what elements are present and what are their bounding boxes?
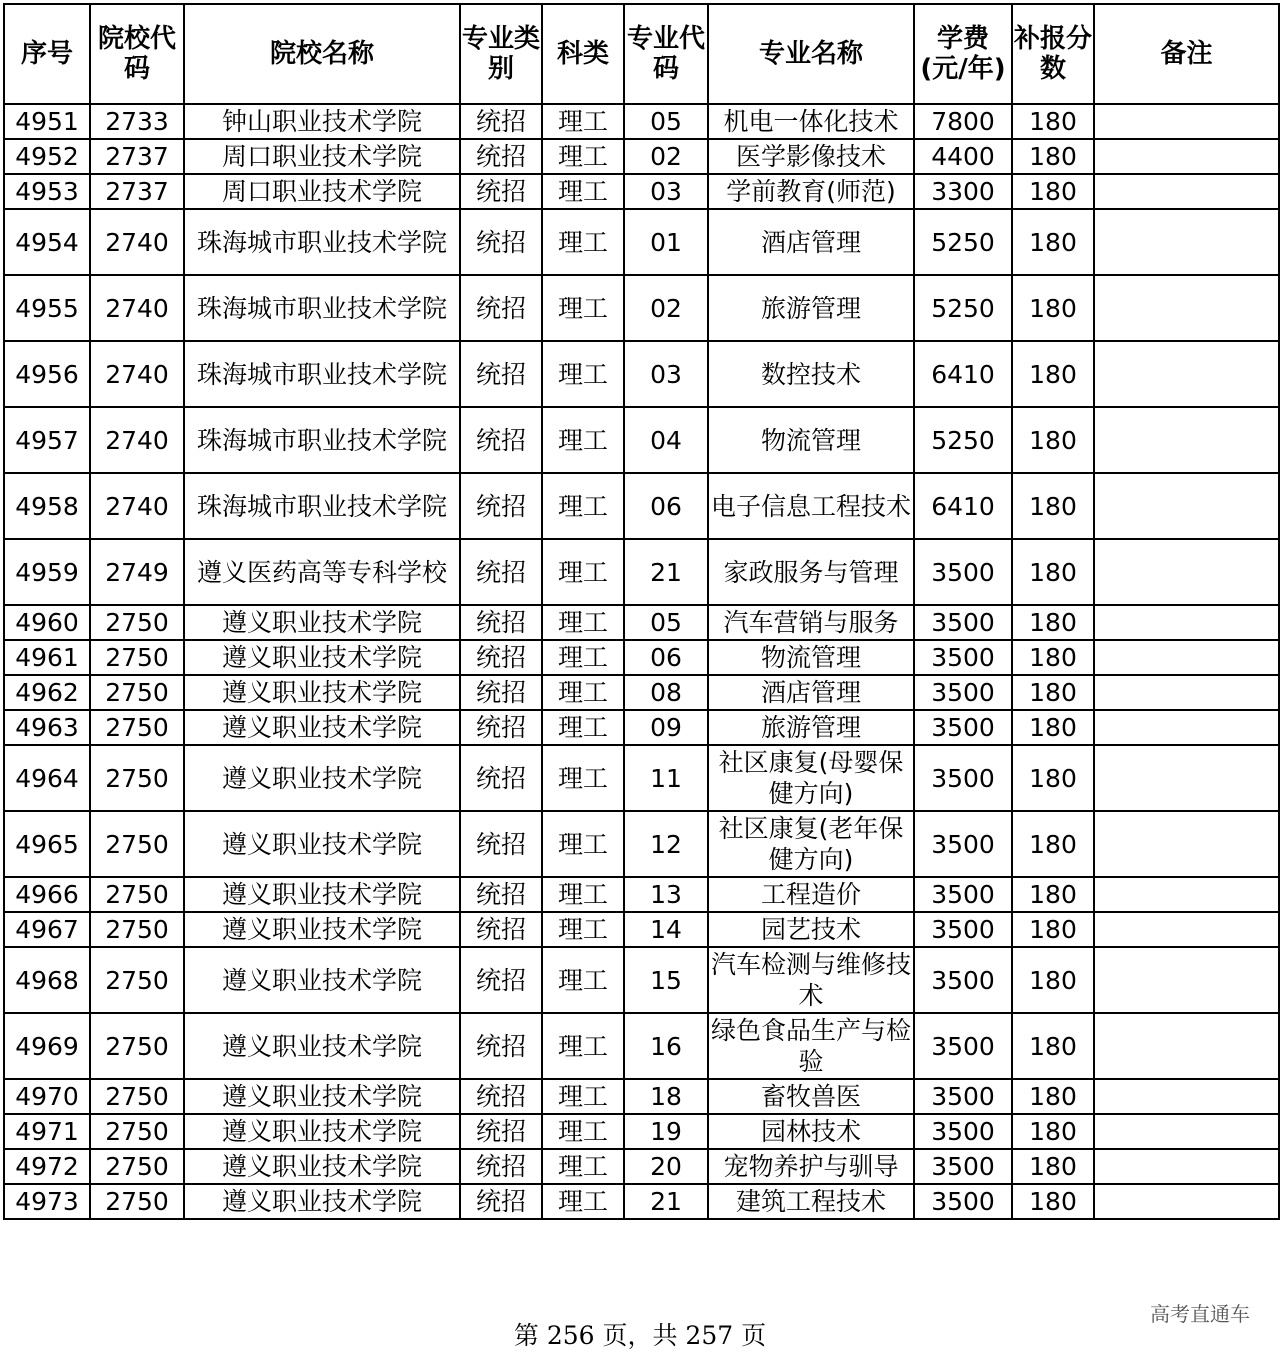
table-cell: 3500 [914, 912, 1012, 947]
table-cell: 理工 [542, 1184, 624, 1219]
table-cell: 2750 [90, 710, 184, 745]
table-cell: 遵义职业技术学院 [184, 605, 460, 640]
table-cell: 19 [624, 1114, 708, 1149]
watermark: 高考直通车 [1150, 1302, 1250, 1326]
table-cell: 2750 [90, 1114, 184, 1149]
table-cell: 2733 [90, 104, 184, 139]
table-cell [1094, 912, 1279, 947]
table-cell: 4954 [4, 209, 90, 275]
table-row [4, 811, 1279, 877]
table-cell: 理工 [542, 209, 624, 275]
table-cell: 5250 [914, 209, 1012, 275]
table-cell: 理工 [542, 1013, 624, 1079]
table-cell [1094, 174, 1279, 209]
table-cell: 园林技术 [708, 1114, 914, 1149]
table-cell: 04 [624, 407, 708, 473]
table-cell [1094, 947, 1279, 1013]
table-cell: 珠海城市职业技术学院 [184, 209, 460, 275]
table-cell: 01 [624, 209, 708, 275]
table-cell [1094, 139, 1279, 174]
table-cell: 统招 [460, 605, 542, 640]
table-cell: 2740 [90, 341, 184, 407]
table-cell: 遵义职业技术学院 [184, 675, 460, 710]
table-cell: 统招 [460, 811, 542, 877]
header-cell: 专业类别 [460, 4, 542, 104]
table-cell: 2750 [90, 1013, 184, 1079]
table-cell [1094, 104, 1279, 139]
table-cell [1094, 407, 1279, 473]
table-cell: 理工 [542, 811, 624, 877]
table-cell: 180 [1012, 912, 1094, 947]
table-cell: 理工 [542, 605, 624, 640]
table-cell: 5250 [914, 407, 1012, 473]
table-cell: 遵义职业技术学院 [184, 640, 460, 675]
table-cell: 180 [1012, 341, 1094, 407]
table-cell: 4957 [4, 407, 90, 473]
table-cell: 遵义医药高等专科学校 [184, 539, 460, 605]
table-cell: 4400 [914, 139, 1012, 174]
table-cell: 2750 [90, 877, 184, 912]
table-cell: 6410 [914, 341, 1012, 407]
header-cell: 院校代码 [90, 4, 184, 104]
table-cell: 理工 [542, 947, 624, 1013]
table-cell: 统招 [460, 341, 542, 407]
table-cell: 2737 [90, 139, 184, 174]
table-row [4, 209, 1279, 275]
table-cell: 2750 [90, 675, 184, 710]
table-cell: 统招 [460, 539, 542, 605]
table-cell: 酒店管理 [708, 209, 914, 275]
table-cell: 社区康复(老年保健方向) [708, 811, 914, 877]
table-cell: 机电一体化技术 [708, 104, 914, 139]
table-cell: 统招 [460, 675, 542, 710]
header-cell: 序号 [4, 4, 90, 104]
table-cell: 统招 [460, 710, 542, 745]
table-cell [1094, 275, 1279, 341]
table-cell: 医学影像技术 [708, 139, 914, 174]
table-cell [1094, 209, 1279, 275]
table-cell: 遵义职业技术学院 [184, 912, 460, 947]
table-cell: 理工 [542, 640, 624, 675]
table-cell: 旅游管理 [708, 275, 914, 341]
table-cell: 旅游管理 [708, 710, 914, 745]
table-cell: 珠海城市职业技术学院 [184, 341, 460, 407]
table-cell: 13 [624, 877, 708, 912]
table-cell: 3500 [914, 605, 1012, 640]
table-cell: 2750 [90, 640, 184, 675]
table-cell: 酒店管理 [708, 675, 914, 710]
table-cell: 学前教育(师范) [708, 174, 914, 209]
table-cell: 3500 [914, 640, 1012, 675]
table-cell [1094, 1114, 1279, 1149]
table-cell: 3500 [914, 1114, 1012, 1149]
table-cell: 14 [624, 912, 708, 947]
table-cell: 遵义职业技术学院 [184, 710, 460, 745]
table-cell [1094, 877, 1279, 912]
table-cell [1094, 1149, 1279, 1184]
table-cell: 180 [1012, 1149, 1094, 1184]
table-cell: 2740 [90, 473, 184, 539]
table-cell: 统招 [460, 912, 542, 947]
table-cell: 建筑工程技术 [708, 1184, 914, 1219]
table-cell: 4964 [4, 745, 90, 811]
table-cell [1094, 1184, 1279, 1219]
table-cell: 12 [624, 811, 708, 877]
table-row [4, 1114, 1279, 1149]
table-row [4, 1079, 1279, 1114]
table-cell: 遵义职业技术学院 [184, 1149, 460, 1184]
table-cell: 珠海城市职业技术学院 [184, 407, 460, 473]
table-cell: 统招 [460, 209, 542, 275]
table-cell: 2750 [90, 1149, 184, 1184]
table-cell: 遵义职业技术学院 [184, 877, 460, 912]
table-cell: 4951 [4, 104, 90, 139]
table-cell: 2750 [90, 1079, 184, 1114]
table-row [4, 407, 1279, 473]
table-cell: 家政服务与管理 [708, 539, 914, 605]
table-cell: 3500 [914, 539, 1012, 605]
table-cell: 180 [1012, 473, 1094, 539]
table-cell: 180 [1012, 1013, 1094, 1079]
table-row [4, 174, 1279, 209]
table-cell: 4956 [4, 341, 90, 407]
header-cell: 补报分数 [1012, 4, 1094, 104]
table-cell: 统招 [460, 1013, 542, 1079]
table-cell: 理工 [542, 473, 624, 539]
table-cell [1094, 710, 1279, 745]
table-cell: 2749 [90, 539, 184, 605]
table-cell: 4962 [4, 675, 90, 710]
table-cell: 4971 [4, 1114, 90, 1149]
table-cell: 06 [624, 640, 708, 675]
table-cell: 180 [1012, 1114, 1094, 1149]
table-cell [1094, 745, 1279, 811]
table-cell: 3300 [914, 174, 1012, 209]
table-cell: 2750 [90, 811, 184, 877]
header-cell: 专业代码 [624, 4, 708, 104]
table-cell: 理工 [542, 407, 624, 473]
table-cell: 180 [1012, 947, 1094, 1013]
table-cell: 遵义职业技术学院 [184, 947, 460, 1013]
table-cell: 4959 [4, 539, 90, 605]
table-cell: 21 [624, 539, 708, 605]
table-cell: 理工 [542, 104, 624, 139]
table-row [4, 710, 1279, 745]
table-cell: 理工 [542, 877, 624, 912]
table-cell: 理工 [542, 539, 624, 605]
table-cell: 汽车检测与维修技术 [708, 947, 914, 1013]
header-cell: 学费(元/年) [914, 4, 1012, 104]
table-cell: 4966 [4, 877, 90, 912]
table-cell: 统招 [460, 104, 542, 139]
table-cell: 180 [1012, 640, 1094, 675]
table-cell: 08 [624, 675, 708, 710]
table-cell: 180 [1012, 1079, 1094, 1114]
table-cell: 周口职业技术学院 [184, 139, 460, 174]
table-cell: 理工 [542, 745, 624, 811]
table-cell: 180 [1012, 1184, 1094, 1219]
table-cell: 统招 [460, 1114, 542, 1149]
table-cell: 统招 [460, 947, 542, 1013]
table-row [4, 605, 1279, 640]
table-cell: 统招 [460, 174, 542, 209]
table-cell: 汽车营销与服务 [708, 605, 914, 640]
table-cell: 理工 [542, 1149, 624, 1184]
table-cell: 02 [624, 139, 708, 174]
table-cell: 遵义职业技术学院 [184, 1114, 460, 1149]
table-cell: 180 [1012, 539, 1094, 605]
table-cell: 4953 [4, 174, 90, 209]
table-cell: 4952 [4, 139, 90, 174]
table-cell: 理工 [542, 1114, 624, 1149]
table-cell: 05 [624, 605, 708, 640]
table-cell: 2750 [90, 605, 184, 640]
table-cell: 理工 [542, 341, 624, 407]
table-cell: 06 [624, 473, 708, 539]
header-row [4, 4, 1279, 104]
table-cell: 6410 [914, 473, 1012, 539]
header-cell: 院校名称 [184, 4, 460, 104]
table-cell: 4963 [4, 710, 90, 745]
table-cell: 03 [624, 341, 708, 407]
table-cell: 3500 [914, 877, 1012, 912]
table-cell: 2750 [90, 1184, 184, 1219]
table-cell: 理工 [542, 710, 624, 745]
table-cell: 园艺技术 [708, 912, 914, 947]
table-cell: 4973 [4, 1184, 90, 1219]
table-cell: 180 [1012, 605, 1094, 640]
table-row [4, 640, 1279, 675]
table-cell: 统招 [460, 877, 542, 912]
table-cell: 21 [624, 1184, 708, 1219]
table-cell: 3500 [914, 947, 1012, 1013]
table-cell: 统招 [460, 745, 542, 811]
table-row [4, 539, 1279, 605]
table-cell: 遵义职业技术学院 [184, 745, 460, 811]
table-cell: 2740 [90, 407, 184, 473]
table-cell: 180 [1012, 174, 1094, 209]
table-row [4, 1184, 1279, 1219]
table-cell: 4968 [4, 947, 90, 1013]
table-cell: 4970 [4, 1079, 90, 1114]
table-cell [1094, 1079, 1279, 1114]
table-cell: 3500 [914, 710, 1012, 745]
table-cell: 3500 [914, 1079, 1012, 1114]
table-cell: 180 [1012, 104, 1094, 139]
table-cell: 2750 [90, 947, 184, 1013]
table-cell: 180 [1012, 877, 1094, 912]
table-cell: 理工 [542, 139, 624, 174]
table-cell: 理工 [542, 1079, 624, 1114]
table-cell: 4961 [4, 640, 90, 675]
table-cell: 20 [624, 1149, 708, 1184]
header-cell: 科类 [542, 4, 624, 104]
table-row [4, 947, 1279, 1013]
table-cell: 畜牧兽医 [708, 1079, 914, 1114]
table-cell: 2750 [90, 745, 184, 811]
table-cell: 钟山职业技术学院 [184, 104, 460, 139]
table-cell: 统招 [460, 473, 542, 539]
table-cell: 遵义职业技术学院 [184, 1079, 460, 1114]
table-row [4, 1149, 1279, 1184]
table-cell: 电子信息工程技术 [708, 473, 914, 539]
table-cell [1094, 539, 1279, 605]
table-cell: 4969 [4, 1013, 90, 1079]
table-row [4, 675, 1279, 710]
table-cell: 遵义职业技术学院 [184, 1184, 460, 1219]
table-cell [1094, 341, 1279, 407]
table-cell: 09 [624, 710, 708, 745]
table-cell: 统招 [460, 275, 542, 341]
table-cell: 物流管理 [708, 407, 914, 473]
table-cell: 统招 [460, 1184, 542, 1219]
table-cell: 2740 [90, 275, 184, 341]
table-cell: 3500 [914, 1184, 1012, 1219]
table-cell: 珠海城市职业技术学院 [184, 473, 460, 539]
table-row [4, 745, 1279, 811]
table-cell: 3500 [914, 811, 1012, 877]
table-cell: 4960 [4, 605, 90, 640]
table-cell [1094, 605, 1279, 640]
header-cell: 专业名称 [708, 4, 914, 104]
table-cell [1094, 811, 1279, 877]
table-cell: 3500 [914, 1013, 1012, 1079]
table-cell: 180 [1012, 675, 1094, 710]
table-cell: 4955 [4, 275, 90, 341]
table-cell: 理工 [542, 275, 624, 341]
table-cell: 理工 [542, 675, 624, 710]
table-cell: 遵义职业技术学院 [184, 811, 460, 877]
table-cell: 5250 [914, 275, 1012, 341]
table-row [4, 275, 1279, 341]
table-cell: 绿色食品生产与检验 [708, 1013, 914, 1079]
table-cell: 4967 [4, 912, 90, 947]
table-cell: 理工 [542, 912, 624, 947]
table-cell: 180 [1012, 811, 1094, 877]
table-cell: 统招 [460, 640, 542, 675]
table-cell: 180 [1012, 407, 1094, 473]
table-cell: 统招 [460, 139, 542, 174]
table-cell: 遵义职业技术学院 [184, 1013, 460, 1079]
table-row [4, 341, 1279, 407]
table-cell: 工程造价 [708, 877, 914, 912]
table-cell: 180 [1012, 275, 1094, 341]
table-row [4, 877, 1279, 912]
header-cell: 备注 [1094, 4, 1279, 104]
table-cell [1094, 640, 1279, 675]
table-cell: 02 [624, 275, 708, 341]
table-cell: 4972 [4, 1149, 90, 1184]
table-row [4, 1013, 1279, 1079]
table-cell: 社区康复(母婴保健方向) [708, 745, 914, 811]
table-row [4, 139, 1279, 174]
table-cell: 15 [624, 947, 708, 1013]
table-cell: 3500 [914, 1149, 1012, 1184]
table-cell: 05 [624, 104, 708, 139]
page-footer: 第 256 页，共 257 页 [513, 1321, 767, 1350]
table-cell: 宠物养护与驯导 [708, 1149, 914, 1184]
table-cell [1094, 1013, 1279, 1079]
table-cell: 180 [1012, 209, 1094, 275]
table-cell: 7800 [914, 104, 1012, 139]
table-row [4, 912, 1279, 947]
table-cell: 3500 [914, 745, 1012, 811]
table-row [4, 104, 1279, 139]
table-cell: 数控技术 [708, 341, 914, 407]
table-cell: 180 [1012, 745, 1094, 811]
table-cell: 180 [1012, 710, 1094, 745]
table-cell: 2740 [90, 209, 184, 275]
table-cell: 统招 [460, 1079, 542, 1114]
table-cell: 统招 [460, 1149, 542, 1184]
table-cell: 3500 [914, 675, 1012, 710]
table-cell: 理工 [542, 174, 624, 209]
table-cell: 03 [624, 174, 708, 209]
table-cell: 18 [624, 1079, 708, 1114]
table-cell [1094, 675, 1279, 710]
table-cell: 2750 [90, 912, 184, 947]
table-cell: 周口职业技术学院 [184, 174, 460, 209]
table-cell: 物流管理 [708, 640, 914, 675]
admission-table [3, 3, 1280, 1220]
table-cell: 4965 [4, 811, 90, 877]
table-cell [1094, 473, 1279, 539]
table-cell: 16 [624, 1013, 708, 1079]
table-cell: 180 [1012, 139, 1094, 174]
table-row [4, 473, 1279, 539]
table-cell: 统招 [460, 407, 542, 473]
table-cell: 11 [624, 745, 708, 811]
table-cell: 4958 [4, 473, 90, 539]
table-cell: 珠海城市职业技术学院 [184, 275, 460, 341]
table-cell: 2737 [90, 174, 184, 209]
